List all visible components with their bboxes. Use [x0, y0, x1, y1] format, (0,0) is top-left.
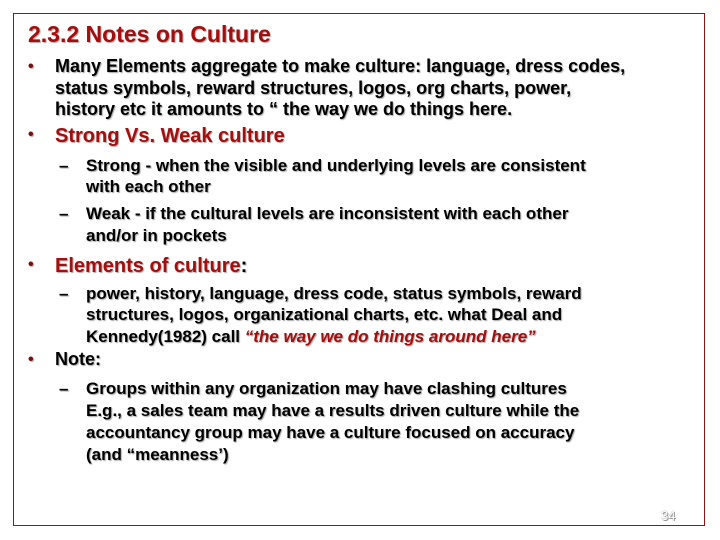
dash-icon: –	[59, 284, 69, 303]
bullet-heading: Note:	[55, 349, 101, 369]
bullet-icon: •	[28, 58, 34, 75]
slide-title: 2.3.2 Notes on Culture	[28, 21, 271, 47]
sub-bullet-text: with each other	[86, 177, 211, 196]
sub-bullet-text: accountancy group may have a culture focused on accuracy	[86, 423, 575, 442]
sub-bullet-text: (and “meanness’)	[86, 445, 229, 464]
bullet-heading: Strong Vs. Weak culture	[55, 125, 285, 147]
sub-bullet-text: Weak - if the cultural levels are inconsistent with each other	[86, 204, 569, 223]
bullet-icon: •	[28, 256, 34, 273]
bullet-text-line-1: Many Elements aggregate to make culture: language, dress codes,	[55, 56, 626, 76]
dash-icon: –	[59, 156, 69, 175]
sub-bullet-text: Strong - when the visible and underlying levels are consistent	[86, 156, 586, 175]
page-number: 34	[661, 508, 676, 523]
sub-bullet-text	[86, 326, 536, 347]
bullet-text-line-2: status symbols, reward structures, logos, org charts, power,	[55, 78, 572, 98]
quote-text: “the way we do things around here”	[244, 327, 536, 346]
sub-bullet-text: power, history, language, dress code, status symbols, reward	[86, 284, 582, 303]
sub-bullet-text: Groups within any organization may have clashing cultures	[86, 379, 567, 398]
bullet-icon: •	[28, 126, 34, 143]
citation-text: Kennedy(1982) call	[86, 327, 245, 346]
bullet-heading-colon: :	[240, 255, 248, 277]
sub-bullet-text: and/or in pockets	[86, 226, 227, 245]
dash-icon: –	[59, 379, 69, 398]
bullet-heading-text: Elements of culture	[55, 255, 241, 277]
bullet-text-line-3: history etc it amounts to “ the way we do things here.	[55, 99, 513, 119]
bullet-heading	[55, 254, 247, 278]
bullet-icon: •	[28, 351, 34, 368]
sub-bullet-text: structures, logos, organizational charts, etc. what Deal and	[86, 305, 563, 324]
dash-icon: –	[59, 204, 69, 223]
sub-bullet-text: E.g., a sales team may have a results driven culture while the	[86, 401, 580, 420]
